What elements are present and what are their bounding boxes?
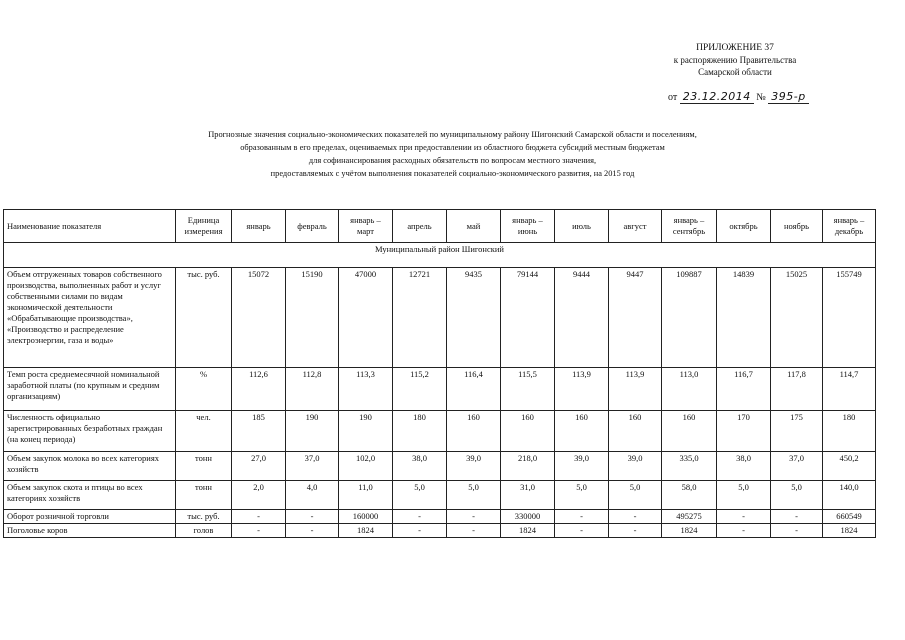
indicator-name: Поголовье коров bbox=[4, 524, 176, 538]
column-header: январь – март bbox=[339, 210, 393, 243]
order-reference bbox=[668, 90, 838, 103]
indicator-value: 170 bbox=[717, 411, 771, 452]
order-number-label: № bbox=[756, 92, 766, 103]
indicator-value: 115,5 bbox=[501, 368, 555, 411]
indicator-value: 495275 bbox=[662, 510, 717, 524]
table-row bbox=[4, 268, 876, 368]
indicator-value: 113,9 bbox=[609, 368, 662, 411]
indicator-value: 9435 bbox=[447, 268, 501, 368]
indicator-value: 1824 bbox=[339, 524, 393, 538]
appendix-block bbox=[640, 42, 830, 78]
indicator-value: 1824 bbox=[662, 524, 717, 538]
indicator-value: 160 bbox=[662, 411, 717, 452]
column-header: январь – декабрь bbox=[823, 210, 876, 243]
appendix-line-1: к распоряжению Правительства bbox=[673, 55, 797, 65]
column-header: май bbox=[447, 210, 501, 243]
indicator-value: 116,7 bbox=[717, 368, 771, 411]
indicator-value: 2,0 bbox=[232, 481, 286, 510]
column-header: Единица измерения bbox=[176, 210, 232, 243]
indicator-value: - bbox=[555, 510, 609, 524]
appendix-line-2: Самарской области bbox=[698, 67, 772, 77]
indicator-value: 5,0 bbox=[447, 481, 501, 510]
indicator-unit: тонн bbox=[176, 452, 232, 481]
indicator-unit: тыс. руб. bbox=[176, 510, 232, 524]
indicator-value: 79144 bbox=[501, 268, 555, 368]
indicator-value: 155749 bbox=[823, 268, 876, 368]
column-header: август bbox=[609, 210, 662, 243]
indicator-value: 160 bbox=[555, 411, 609, 452]
indicator-value: 15190 bbox=[286, 268, 339, 368]
indicator-value: 190 bbox=[339, 411, 393, 452]
document-heading bbox=[80, 128, 825, 180]
indicator-value: - bbox=[771, 510, 823, 524]
indicator-value: 39,0 bbox=[555, 452, 609, 481]
table-row bbox=[4, 368, 876, 411]
indicator-value: 160 bbox=[609, 411, 662, 452]
indicator-value: 660549 bbox=[823, 510, 876, 524]
indicator-value: 11,0 bbox=[339, 481, 393, 510]
indicator-value: - bbox=[393, 524, 447, 538]
indicator-name: Объем закупок молока во всех категориях хозяйств bbox=[4, 452, 176, 481]
indicator-unit: чел. bbox=[176, 411, 232, 452]
indicator-value: 27,0 bbox=[232, 452, 286, 481]
indicator-value: - bbox=[717, 510, 771, 524]
table-row bbox=[4, 452, 876, 481]
indicator-value: - bbox=[447, 524, 501, 538]
heading-line-1: Прогнозные значения социально-экономических показателей по муниципальному району Шигонский Самарской области и поселениям, bbox=[208, 130, 697, 139]
indicator-value: 218,0 bbox=[501, 452, 555, 481]
indicator-value: 113,0 bbox=[662, 368, 717, 411]
indicator-value: 335,0 bbox=[662, 452, 717, 481]
column-header: январь – июнь bbox=[501, 210, 555, 243]
indicator-value: 9444 bbox=[555, 268, 609, 368]
indicator-unit: тонн bbox=[176, 481, 232, 510]
indicator-value: 39,0 bbox=[609, 452, 662, 481]
indicator-value: 109887 bbox=[662, 268, 717, 368]
indicator-value: 38,0 bbox=[717, 452, 771, 481]
heading-line-4: предоставляемых с учётом выполнения показателей социально-экономического развития, на 2015 год bbox=[270, 169, 635, 178]
indicator-value: 113,3 bbox=[339, 368, 393, 411]
table-row bbox=[4, 510, 876, 524]
indicator-name: Объем отгруженных товаров собственного производства, выполненных работ и услуг собственными силами по видам экономической деятельности «Обрабатывающие производства», «Производство и распределение электроэнергии, газа и воды» bbox=[4, 268, 176, 368]
table-row bbox=[4, 481, 876, 510]
table-header-row bbox=[4, 210, 876, 243]
indicator-value: 39,0 bbox=[447, 452, 501, 481]
column-header: октябрь bbox=[717, 210, 771, 243]
indicator-value: 160000 bbox=[339, 510, 393, 524]
indicator-value: 9447 bbox=[609, 268, 662, 368]
indicator-value: 185 bbox=[232, 411, 286, 452]
indicator-value: 15025 bbox=[771, 268, 823, 368]
indicator-value: 102,0 bbox=[339, 452, 393, 481]
indicator-value: 37,0 bbox=[771, 452, 823, 481]
indicator-unit: голов bbox=[176, 524, 232, 538]
indicator-value: 160 bbox=[501, 411, 555, 452]
table-body bbox=[4, 243, 876, 538]
indicator-name: Объем закупок скота и птицы во всех категориях хозяйств bbox=[4, 481, 176, 510]
indicator-name: Численность официально зарегистрированных безработных граждан (на конец периода) bbox=[4, 411, 176, 452]
indicator-value: - bbox=[609, 510, 662, 524]
heading-line-2: образованным в его пределах, оцениваемых при предоставлении из областного бюджета субсидий местным бюджетам bbox=[240, 143, 665, 152]
indicator-value: - bbox=[232, 510, 286, 524]
indicator-value: 117,8 bbox=[771, 368, 823, 411]
indicator-value: 450,2 bbox=[823, 452, 876, 481]
indicator-value: - bbox=[232, 524, 286, 538]
indicator-name: Оборот розничной торговли bbox=[4, 510, 176, 524]
indicator-value: 58,0 bbox=[662, 481, 717, 510]
indicator-value: 47000 bbox=[339, 268, 393, 368]
indicator-value: 5,0 bbox=[717, 481, 771, 510]
indicator-value: - bbox=[771, 524, 823, 538]
indicator-unit: % bbox=[176, 368, 232, 411]
indicator-value: 4,0 bbox=[286, 481, 339, 510]
indicator-value: 190 bbox=[286, 411, 339, 452]
indicator-value: 160 bbox=[447, 411, 501, 452]
column-header: январь bbox=[232, 210, 286, 243]
indicator-value: 113,9 bbox=[555, 368, 609, 411]
indicator-value: - bbox=[447, 510, 501, 524]
order-number: 395-р bbox=[768, 90, 808, 104]
column-header: апрель bbox=[393, 210, 447, 243]
indicator-value: 180 bbox=[393, 411, 447, 452]
table-row bbox=[4, 524, 876, 538]
indicator-value: 14839 bbox=[717, 268, 771, 368]
indicator-value: 180 bbox=[823, 411, 876, 452]
indicator-value: 112,8 bbox=[286, 368, 339, 411]
indicator-unit: тыс. руб. bbox=[176, 268, 232, 368]
indicator-value: - bbox=[286, 524, 339, 538]
column-header: Наименование показателя bbox=[4, 210, 176, 243]
section-title: Муниципальный район Шигонский bbox=[4, 243, 876, 268]
indicator-value: - bbox=[717, 524, 771, 538]
indicators-table bbox=[3, 209, 876, 538]
indicator-value: 140,0 bbox=[823, 481, 876, 510]
indicator-value: 114,7 bbox=[823, 368, 876, 411]
indicator-value: 5,0 bbox=[771, 481, 823, 510]
indicator-value: - bbox=[286, 510, 339, 524]
indicator-value: 38,0 bbox=[393, 452, 447, 481]
column-header: ноябрь bbox=[771, 210, 823, 243]
column-header: февраль bbox=[286, 210, 339, 243]
indicator-value: 15072 bbox=[232, 268, 286, 368]
indicator-value: 112,6 bbox=[232, 368, 286, 411]
column-header: январь – сентябрь bbox=[662, 210, 717, 243]
indicator-value: 116,4 bbox=[447, 368, 501, 411]
indicator-value: 37,0 bbox=[286, 452, 339, 481]
section-row bbox=[4, 243, 876, 268]
appendix-title: ПРИЛОЖЕНИЕ 37 bbox=[696, 43, 774, 53]
indicator-value: 12721 bbox=[393, 268, 447, 368]
indicator-value: - bbox=[609, 524, 662, 538]
column-header: июль bbox=[555, 210, 609, 243]
indicator-value: - bbox=[555, 524, 609, 538]
indicator-name: Темп роста среднемесячной номинальной заработной платы (по крупным и средним организациям) bbox=[4, 368, 176, 411]
heading-line-3: для софинансирования расходных обязательств по вопросам местного значения, bbox=[308, 156, 597, 165]
order-from-label: от bbox=[668, 92, 678, 103]
indicator-value: 115,2 bbox=[393, 368, 447, 411]
table-row bbox=[4, 411, 876, 452]
order-date: 23.12.2014 bbox=[680, 90, 754, 104]
indicator-value: 5,0 bbox=[555, 481, 609, 510]
indicator-value: 1824 bbox=[823, 524, 876, 538]
indicator-value: - bbox=[393, 510, 447, 524]
indicator-value: 5,0 bbox=[393, 481, 447, 510]
indicator-value: 5,0 bbox=[609, 481, 662, 510]
indicator-value: 31,0 bbox=[501, 481, 555, 510]
indicator-value: 330000 bbox=[501, 510, 555, 524]
indicator-value: 1824 bbox=[501, 524, 555, 538]
indicator-value: 175 bbox=[771, 411, 823, 452]
